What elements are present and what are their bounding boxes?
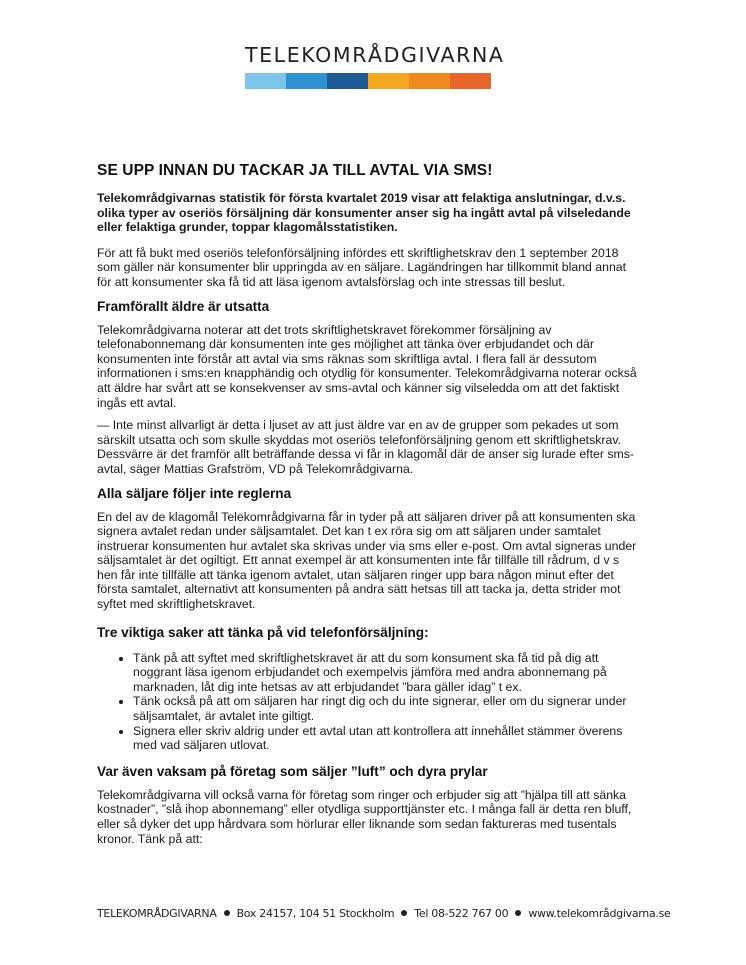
bullet-separator <box>515 910 521 916</box>
article-lead: Telekområdgivarnas statistik för första kvartalet 2019 visar att felaktiga anslutningar, d.v.s. olika typer av oseriös försäljning där konsumenter anser sig ha ingått avtal på vilseledande eller felaktiga grunder, toppar klagomålsstatistiken. <box>97 191 631 235</box>
tips-list <box>97 651 642 753</box>
page-footer <box>97 907 671 920</box>
logo-color-stripe <box>245 73 491 89</box>
footer-address: Box 24157, 104 51 Stockholm <box>236 907 395 920</box>
logo-wordmark: TELEKOMRÅDGIVARNA <box>245 43 505 67</box>
logo-stripe-segment <box>286 73 327 89</box>
company-logo <box>245 42 505 89</box>
footer-phone: Tel 08-522 767 00 <box>414 907 509 920</box>
section-heading-tips: Tre viktiga saker att tänka på vid telefonförsäljning: <box>97 624 429 640</box>
elderly-quote-paragraph: — Inte minst allvarligt är detta i ljuset av att just äldre var en av de grupper som pekades ut som särskilt utsatta och som skulle skyddas mot oseriös telefonförsäljning genom ett skriftlighetskrav. Dessvärre är det framför allt beträffande dessa vi får in klagomål där de anser sig lurade efter sms-avtal, säger Mattias Grafström, VD på Telekområdgivarna. <box>97 418 634 476</box>
footer-website: www.telekområdgivarna.se <box>528 907 671 920</box>
section-heading-sellers: Alla säljare följer inte reglerna <box>97 485 292 501</box>
scams-paragraph: Telekområdgivarna vill också varna för företag som ringer och erbjuder sig att ”hjälpa till att sänka kostnader”, ”slå ihop abonnemang” eller otydliga supporttjänster etc. I många fall är detta ren bluff, eller så dyker det upp hårdvara som hörlurar eller liknande som sedan faktureras med tusentals kronor. Tänk på att: <box>97 787 632 846</box>
logo-stripe-segment <box>450 73 491 89</box>
logo-stripe-segment <box>327 73 368 89</box>
section-heading-scams: Var även vaksam på företag som säljer ”luft” och dyra prylar <box>97 763 488 779</box>
logo-stripe-segment <box>245 73 286 89</box>
tip-item: • Signera eller skriv aldrig under ett avtal utan att kontrollera att innehållet stämmer överens med vad säljaren utlovat. <box>133 724 642 753</box>
bullet-separator <box>224 910 230 916</box>
bullet-separator <box>401 910 407 916</box>
article-title: SE UPP INNAN DU TACKAR JA TILL AVTAL VIA SMS! <box>97 162 493 179</box>
intro-paragraph: För att få bukt med oseriös telefonförsäljning infördes ett skriftlighetskrav den 1 september 2018 som gäller när konsumenter blir uppringda av en säljare. Lagändringen har tillkommit bland annat för att konsumenter ska få tid att läsa igenom avtalsförslag och inte stressas till beslut. <box>97 245 627 289</box>
elderly-paragraph-1: Telekområdgivarna noterar att det trots skriftlighetskravet förekommer försäljning av telefonabonnemang där konsumenten inte ges möjlighet att tänka över erbjudandet och där konsumenten inte förstår att avtal via sms räknas som skriftliga avtal. I flera fall är dessutom informationen i sms:en knapphändig och otydlig för konsumenter. Telekområdgivarna noterar också att äldre har svårt att se konsekvenser av sms-avtal och känner sig vilseledda om att det faktiskt ingås ett avtal. <box>97 322 637 410</box>
sellers-paragraph: En del av de klagomål Telekområdgivarna får in tyder på att säljaren driver på att konsumenten ska signera avtalet redan under säljsamtalet. Det kan t ex röra sig om att säljaren under samtalet instruerar konsumenten hur avtalet ska skrivas under via sms eller e-post. Om avtal signeras under säljsamtalet är det ogiltigt. Ett annat exempel är att konsumenten inte får tillfälle till rådrum, d v s hen får inte tillfälle att tänka igenom avtalet, utan säljaren ringer upp bara någon minut efter det första samtalet, alternativt att konsumenten på andra sätt hetsas till att tacka ja, detta strider mot syftet med skriftlighetskravet. <box>97 509 637 612</box>
press-release <box>97 160 642 854</box>
tip-item: • Tänk också på att om säljaren har ringt dig och du inte signerar, eller om du signerar under säljsamtalet, är avtalet inte giltigt. <box>133 694 642 723</box>
logo-stripe-segment <box>368 73 409 89</box>
tip-item: • Tänk på att syftet med skriftlighetskravet är att du som konsument ska få tid på dig att noggrant läsa igenom erbjudandet och exempelvis jämföra med andra abonnemang på marknaden, låt dig inte hetsas av att erbjudandet ”bara gäller idag” t ex. <box>133 651 642 695</box>
logo-stripe-segment <box>409 73 450 89</box>
section-heading-elderly: Framförallt äldre är utsatta <box>97 298 270 314</box>
footer-company: TELEKOMRÅDGIVARNA <box>97 907 217 920</box>
